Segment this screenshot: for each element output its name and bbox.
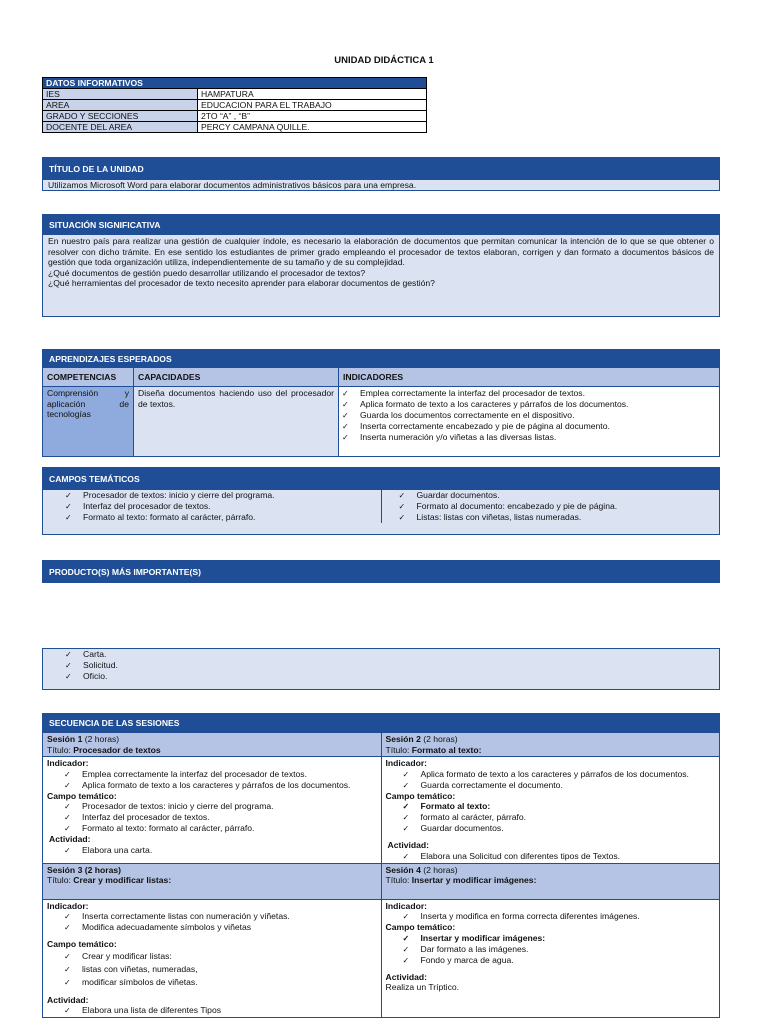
datos-label: DOCENTE DEL AREA bbox=[43, 122, 198, 133]
titulo-header: TÍTULO DE LA UNIDAD bbox=[42, 157, 720, 179]
session-campo-item: ✓ Fondo y marca de agua. bbox=[386, 955, 716, 966]
session-1-name: Sesión 1 bbox=[47, 734, 83, 744]
producto-item: ✓ Carta. bbox=[48, 649, 714, 660]
datos-label: IES bbox=[43, 89, 198, 100]
productos-header: PRODUCTO(S) MÁS IMPORTANTE(S) bbox=[42, 560, 720, 583]
col-competencias: COMPETENCIAS bbox=[43, 368, 134, 387]
session-actividad-item: ✓ Elabora una lista de diferentes Tipos bbox=[47, 1005, 377, 1016]
aprendizajes-header: APRENDIZAJES ESPERADOS bbox=[42, 349, 720, 367]
session-title-label: Título: bbox=[385, 875, 410, 885]
session-2-title: Formato al texto: bbox=[411, 744, 482, 755]
datos-row bbox=[43, 111, 427, 122]
session-2-body bbox=[381, 757, 720, 864]
session-indicador-item: ✓ Aplica formato de texto a los caracteres y párrafos de los documentos. bbox=[386, 769, 716, 780]
session-title-label: Título: bbox=[385, 744, 410, 755]
datos-value: HAMPATURA bbox=[198, 89, 427, 100]
session-campo-item: ✓ Interfaz del procesador de textos. bbox=[47, 812, 377, 823]
session-campo-item: ✓ Procesador de textos: inicio y cierre del programa. bbox=[47, 801, 377, 812]
session-indicador-item: ✓ Inserta correctamente listas con numeración y viñetas. bbox=[47, 911, 377, 922]
datos-row bbox=[43, 122, 427, 133]
secuencia-header: SECUENCIA DE LAS SESIONES bbox=[43, 714, 720, 733]
document-title: UNIDAD DIDÁCTICA 1 bbox=[334, 55, 434, 66]
campo-label: Campo temático: bbox=[47, 790, 117, 801]
session-3-body bbox=[43, 899, 382, 1018]
productos-box bbox=[42, 648, 720, 690]
datos-label: AREA bbox=[43, 100, 198, 111]
campos-header: CAMPOS TEMÁTICOS bbox=[42, 467, 720, 489]
actividad-label: Actividad: bbox=[385, 971, 428, 982]
session-campo-item: ✓ Dar formato a las imágenes. bbox=[386, 944, 716, 955]
session-indicador-item: ✓ Guarda correctamente el documento. bbox=[386, 780, 716, 791]
session-campo-item: ✓ Formato al texto: bbox=[386, 801, 716, 812]
session-campo-item: ✓ Insertar y modificar imágenes: bbox=[386, 933, 716, 944]
indicador-label: Indicador: bbox=[47, 758, 89, 768]
datos-row bbox=[43, 100, 427, 111]
campo-item: ✓ Formato al documento: encabezado y pie de página. bbox=[382, 501, 715, 512]
session-1-body bbox=[43, 757, 382, 864]
indicador-item: ✓ Inserta numeración y/o viñetas a las diversas listas. bbox=[325, 432, 715, 443]
indicador-item: ✓ Aplica formato de texto a los caracteres y párrafos de los documentos. bbox=[325, 399, 715, 410]
campo-item: ✓ Formato al texto: formato al carácter, párrafo. bbox=[48, 512, 381, 523]
session-1-hours: (2 horas) bbox=[84, 734, 120, 744]
aprendizajes-table bbox=[42, 367, 720, 457]
campos-left-column bbox=[48, 490, 381, 523]
situacion-box bbox=[42, 234, 720, 317]
campo-label: Campo temático: bbox=[385, 790, 456, 801]
session-4-name: Sesión 4 bbox=[385, 864, 421, 875]
indicador-label: Indicador: bbox=[385, 900, 428, 911]
session-2-hours: (2 horas) bbox=[423, 734, 458, 744]
indicador-item: ✓ Guarda los documentos correctamente en el dispositivo. bbox=[325, 410, 715, 421]
datos-label: GRADO Y SECCIONES bbox=[43, 111, 198, 122]
competencia-cell: Comprensión y aplicación de tecnologías bbox=[43, 387, 134, 457]
datos-informativos-table bbox=[42, 77, 427, 133]
session-campo-item: ✓ Guardar documentos. bbox=[386, 823, 716, 834]
indicadores-cell bbox=[339, 387, 720, 457]
session-campo-item: ✓ Formato al texto: formato al carácter, párrafo. bbox=[47, 823, 377, 834]
actividad-label: Actividad: bbox=[387, 840, 430, 850]
datos-value: PERCY CAMPANA QUILLE. bbox=[198, 122, 427, 133]
session-campo-item: ✓ modificar símbolos de viñetas. bbox=[47, 976, 377, 989]
datos-header: DATOS INFORMATIVOS bbox=[43, 78, 427, 89]
session-title-label: Título: bbox=[47, 875, 71, 885]
session-3-name: Sesión 3 (2 horas) bbox=[47, 864, 122, 875]
datos-row bbox=[43, 89, 427, 100]
session-3-header bbox=[43, 863, 382, 899]
indicador-item: ✓ Inserta correctamente encabezado y pie de página al documento. bbox=[325, 421, 715, 432]
campo-label: Campo temático: bbox=[47, 939, 117, 949]
session-title-label: Título: bbox=[47, 744, 71, 755]
session-1-header bbox=[43, 733, 382, 757]
campo-item: ✓ Procesador de textos: inicio y cierre del programa. bbox=[48, 490, 381, 501]
session-indicador-item: ✓ Modifica adecuadamente símbolos y viñetas bbox=[47, 922, 377, 933]
session-actividad-item: ✓ Elabora una carta. bbox=[47, 845, 377, 856]
capacidad-cell: Diseña documentos haciendo uso del procesador de textos. bbox=[134, 387, 339, 457]
session-4-header bbox=[381, 863, 720, 899]
session-indicador-item: ✓ Emplea correctamente la interfaz del procesador de textos. bbox=[47, 769, 377, 780]
situacion-question-1: ¿Qué documentos de gestión puedo desarrollar utilizando el procesador de textos? bbox=[48, 267, 366, 278]
session-4-body bbox=[381, 899, 720, 1018]
campo-item: ✓ Listas: listas con viñetas, listas numeradas. bbox=[382, 512, 715, 523]
session-1-title: Procesador de textos bbox=[73, 744, 161, 755]
actividad-label: Actividad: bbox=[47, 994, 89, 1005]
session-3-title: Crear y modificar listas: bbox=[73, 875, 172, 885]
session-2-name: Sesión 2 bbox=[385, 734, 421, 744]
session-4-actividad: Realiza un Tríptico. bbox=[385, 982, 460, 992]
titulo-text: Utilizamos Microsoft Word para elaborar documentos administrativos básicos para una empresa. bbox=[42, 179, 720, 191]
situacion-question-2: ¿Qué herramientas del procesador de texto necesito aprender para elaborar documentos de gestión? bbox=[48, 278, 435, 288]
campo-item: ✓ Interfaz del procesador de textos. bbox=[48, 501, 381, 512]
session-2-header bbox=[381, 733, 720, 757]
campo-label: Campo temático: bbox=[385, 922, 456, 932]
col-capacidades: CAPACIDADES bbox=[134, 368, 339, 387]
secuencia-table bbox=[42, 713, 720, 1018]
session-campo-item: ✓ listas con viñetas, numeradas, bbox=[47, 963, 377, 976]
col-indicadores: INDICADORES bbox=[339, 368, 720, 387]
producto-item: ✓ Solicitud. bbox=[48, 660, 714, 671]
situacion-header: SITUACIÓN SIGNIFICATIVA bbox=[42, 214, 720, 234]
datos-value: 2TO “A” , “B” bbox=[198, 111, 427, 122]
situacion-paragraph: En nuestro país para realizar una gestión de cualquier índole, es necesario la elaboración de documentos que permitan comunicar la intención de lo que se que obtener o resolver con dicho trámite. En ese sentido los estudiantes de primer grado empleando el procesador de textos elaboran, corrigen y dan formato a documentos básicos de gestión que toda organización utiliza, independientemente de su tamaño y de su complejidad. bbox=[48, 236, 714, 267]
indicador-label: Indicador: bbox=[47, 900, 89, 911]
indicador-label: Indicador: bbox=[385, 758, 428, 768]
session-4-hours: (2 horas) bbox=[423, 864, 458, 875]
session-indicador-item: ✓ Inserta y modifica en forma correcta diferentes imágenes. bbox=[386, 911, 716, 922]
datos-value: EDUCACION PARA EL TRABAJO bbox=[198, 100, 427, 111]
producto-item: ✓ Oficio. bbox=[48, 671, 714, 682]
session-actividad-item: ✓ Elabora una Solicitud con diferentes tipos de Textos. bbox=[386, 851, 716, 862]
session-indicador-item: ✓ Aplica formato de texto a los caracteres y párrafos de los documentos. bbox=[47, 780, 377, 791]
session-campo-item: ✓ Crear y modificar listas: bbox=[47, 950, 377, 963]
indicador-item: ✓ Emplea correctamente la interfaz del procesador de textos. bbox=[325, 388, 715, 399]
actividad-label: Actividad: bbox=[49, 834, 91, 844]
campo-item: ✓ Guardar documentos. bbox=[382, 490, 715, 501]
campos-box bbox=[42, 489, 720, 535]
campos-right-column bbox=[381, 489, 715, 523]
session-4-title: Insertar y modificar imágenes: bbox=[411, 875, 537, 885]
session-campo-item: ✓ formato al carácter, párrafo. bbox=[386, 812, 716, 823]
